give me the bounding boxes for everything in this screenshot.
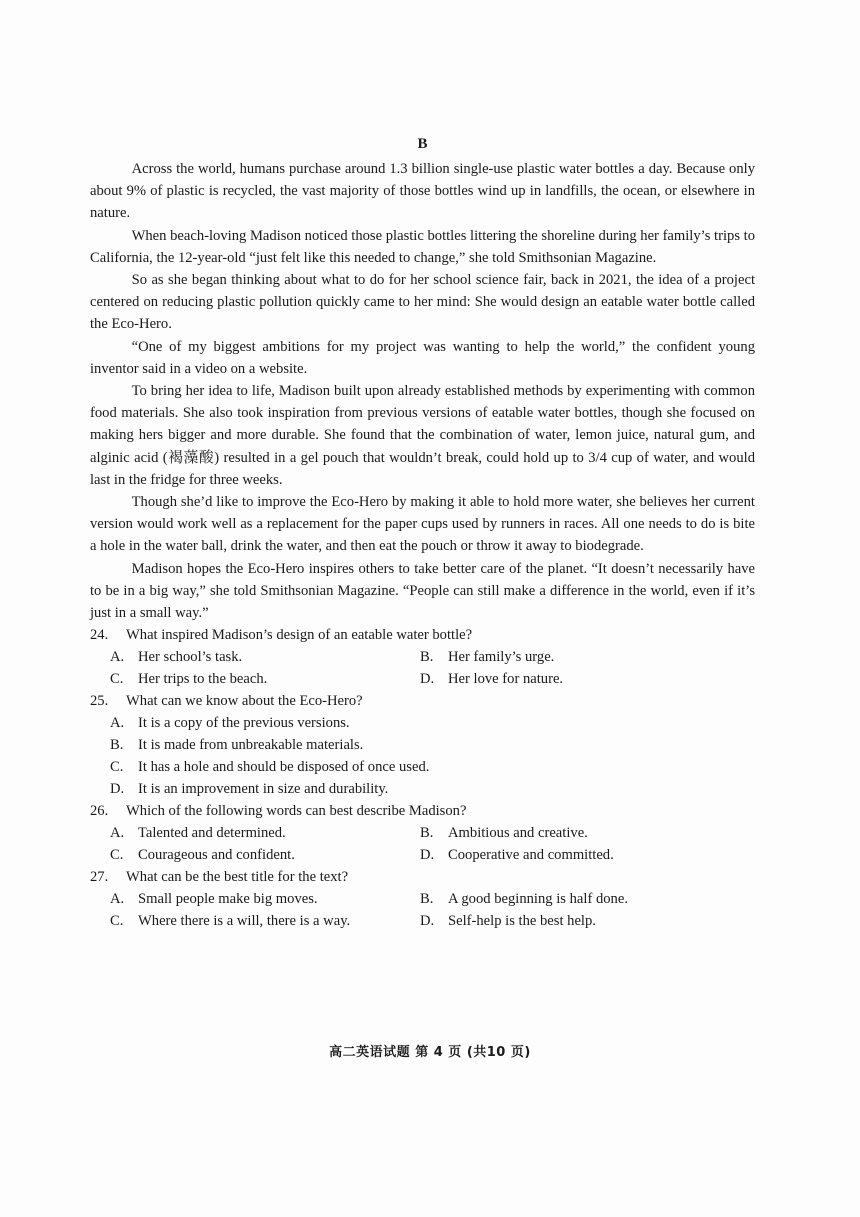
option-letter: D. [420,913,435,930]
option-c [110,910,420,932]
question-number: 25. [90,693,109,710]
paragraph-1: Across the world, humans purchase around 1.3 billion single-use plastic water bottles a day. Because only about 9% of plastic is recycled, the vast majority of those bottles wind up in landfills, the ocean, or elsewhere in nature. [90,161,755,222]
option-letter: D. [420,671,435,688]
paragraph-3: So as she began thinking about what to do for her school science fair, back in 2021, the idea of a project centered on reducing plastic pollution quickly came to her mind: She would design an eatable water bottle called the Eco-Hero. [90,272,755,333]
option-text: Where there is a will, there is a way. [138,913,351,930]
option-letter: C. [110,913,124,930]
question-number: 27. [90,869,109,886]
question-24 [90,624,755,690]
option-text: It is a copy of the previous versions. [138,715,350,732]
option-d [420,844,750,866]
option-letter: B. [420,891,434,908]
option-text: A good beginning is half done. [448,891,628,908]
option-letter: A. [110,649,125,666]
section-title: B [417,136,428,152]
option-text: Small people make big moves. [138,891,318,908]
option-b [420,888,750,910]
option-a [110,712,755,734]
paragraph-2: When beach-loving Madison noticed those plastic bottles littering the shoreline during her family’s trips to California, the 12-year-old “just felt like this needed to change,” she told Smithsonian Magazine. [90,227,755,266]
question-text: What can be the best title for the text? [126,869,349,886]
options [90,822,755,866]
question-27 [90,866,755,932]
question-26 [90,800,755,866]
question-number: 26. [90,803,109,820]
option-c [110,668,420,690]
question-stem [90,866,755,888]
paragraph-4: “One of my biggest ambitions for my project was wanting to help the world,” the confident young inventor said in a video on a website. [90,338,755,377]
option-letter: C. [110,847,124,864]
option-letter: C. [110,759,124,776]
option-letter: A. [110,715,125,732]
option-a [110,646,420,668]
option-c [110,844,420,866]
options [90,712,755,800]
option-letter: B. [110,737,124,754]
question-stem [90,690,755,712]
options [90,646,755,690]
options [90,888,755,932]
question-list [90,624,755,932]
option-text: It is made from unbreakable materials. [138,737,364,754]
option-text: Self-help is the best help. [448,913,596,930]
option-letter: A. [110,891,125,908]
option-b [110,734,755,756]
question-text: What can we know about the Eco-Hero? [126,693,363,710]
question-stem [90,800,755,822]
option-a [110,822,420,844]
option-letter: A. [110,825,125,842]
option-b [420,822,750,844]
option-d [110,778,755,800]
option-text: Her trips to the beach. [138,671,268,688]
option-text: Ambitious and creative. [448,825,588,842]
option-text: Courageous and confident. [138,847,295,864]
option-d [420,910,750,932]
option-text: It has a hole and should be disposed of once used. [138,759,430,776]
question-text: What inspired Madison’s design of an eatable water bottle? [126,627,473,644]
question-number: 24. [90,627,109,644]
paragraph-7: Madison hopes the Eco-Hero inspires others to take better care of the planet. “It doesn’t necessarily have to be in a big way,” she told Smithsonian Magazine. “People can still make a difference in the world, even if it’s just in a small way.” [90,560,755,622]
option-letter: B. [420,825,434,842]
paragraph-5: To bring her idea to life, Madison built upon already established methods by experimenting with common food materials. She also took inspiration from previous versions of eatable water bottles, though she focused on making hers bigger and more durable. She found that the combination of water, lemon juice, natural gum, and alginic acid (褐藻酸) resulted in a gel pouch that wouldn’t break, could hold up to 3/4 cup of water, and would last in the fridge for three weeks. [90,383,755,488]
option-letter: D. [420,847,435,864]
option-text: Her family’s urge. [448,649,555,666]
option-text: Talented and determined. [138,825,286,842]
question-text: Which of the following words can best describe Madison? [126,803,467,820]
option-text: Her school’s task. [138,649,243,666]
option-b [420,646,750,668]
option-letter: D. [110,781,125,798]
option-d [420,668,750,690]
option-letter: C. [110,671,124,688]
question-25 [90,690,755,800]
option-text: It is an improvement in size and durability. [138,781,389,798]
option-letter: B. [420,649,434,666]
reading-passage-b [90,134,755,932]
option-text: Cooperative and committed. [448,847,614,864]
question-stem [90,624,755,646]
paragraph-6: Though she’d like to improve the Eco-Hero by making it able to hold more water, she believes her current version would work well as a replacement for the paper cups used by runners in races. All one needs to do is bite a hole in the water ball, drink the water, and then eat the pouch or throw it away to biodegrade. [90,494,755,555]
option-c [110,756,755,778]
option-text: Her love for nature. [448,671,564,688]
page-footer: 高二英语试题 第 4 页 (共10 页) [329,1045,531,1060]
option-a [110,888,420,910]
